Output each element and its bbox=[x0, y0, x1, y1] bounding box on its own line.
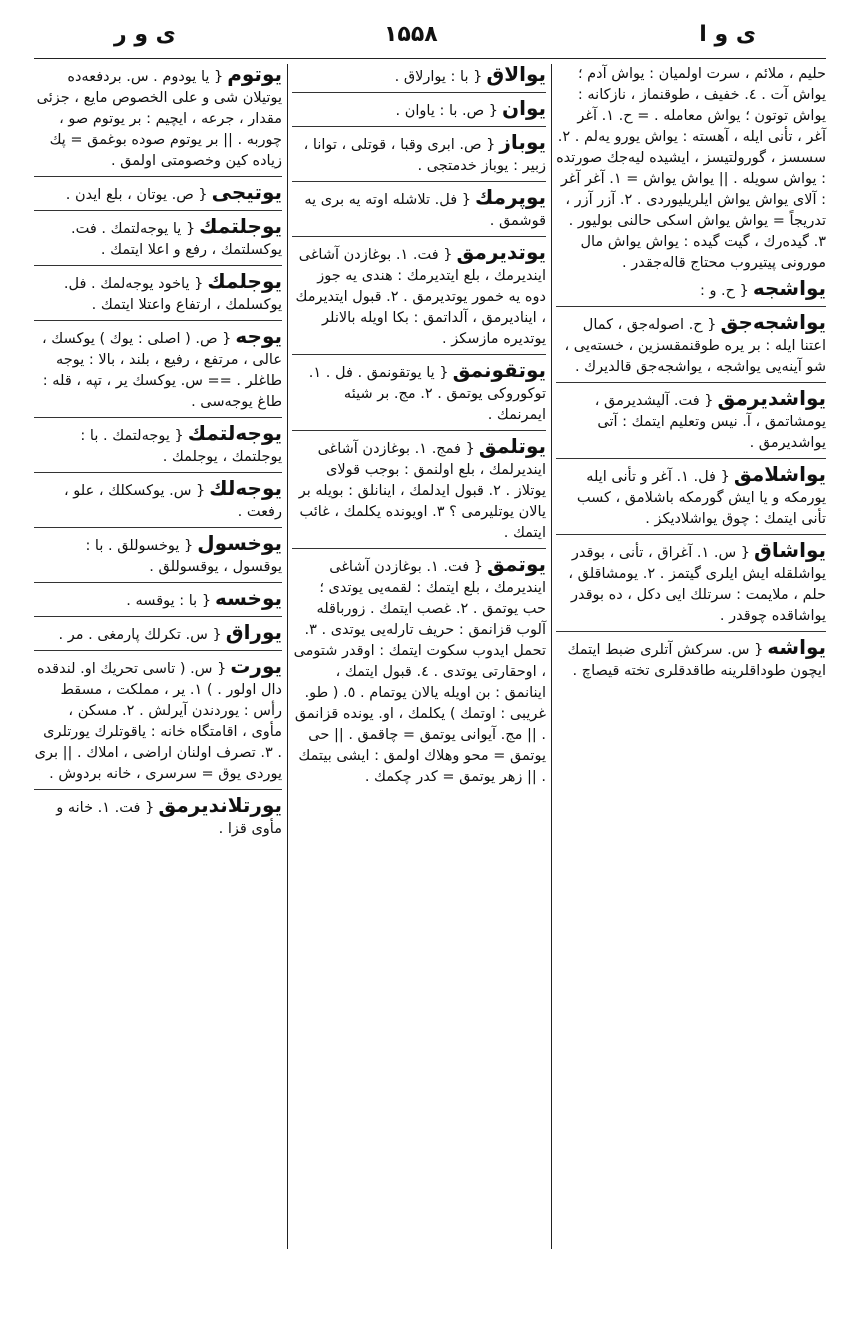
entry-definition: { فت. ۱. بوغازدن آشاغی ایندیرمك ، بلع ایتمك : لقمه‌یی یوتدی ؛ حب یوتمق . ۲. غصب ایتمك . زورباقله آلوب قزانمق : حریف تارله‌یی یوتدی . ۳. تحمل ایدوب سکوت ایتمك : اوقدر شتومی ، اوحقارتی یوتدی . ٤. قبول ایتمك ، اینانمق : بن اویله یالان یوتمام . ٥. ( طو. غریبی : اوتمك ) یکلمك ، او. یونده قزانمق . || مج. آیوانی یوتمق = چاقمق . || حی یوتمق = محو وهلاك اولمق : ایشی بیتمك . || زهر یوتمق = کدر چکمك . bbox=[293, 559, 546, 785]
column-divider bbox=[551, 64, 552, 1249]
dictionary-entry bbox=[556, 631, 826, 682]
entry-headword: یوتمق bbox=[487, 552, 546, 576]
dictionary-entry bbox=[292, 92, 546, 122]
entry-headword: یواشجه bbox=[752, 276, 826, 300]
dictionary-entry bbox=[556, 306, 826, 378]
entry-definition: { س. ( تاسی تحریك او. لندقده دال اولور . ) ۱. یر ، مملکت ، مسقط رأس : یوردندن آیرلش . ۲. مسکن ، مأوی ، اقامتگاه خانه : یاقوتلرك یورتلری . ۳. تصرف اولنان اراضی ، املاك . || بری یوردی یوق = سرسری ، خانه بردوش . bbox=[34, 661, 282, 782]
entry-definition: { فمج. ۱. بوغازدن آشاغی ایندیرلمك ، بلع اولنمق : بوجب قولای یوتلاز . ۲. قبول ایدلمك ، اینانلق : بویله بر یالان یوتلیرمی ؟ ۳. اویونده یکلمك ، غائب ایتمك . bbox=[298, 441, 546, 541]
dictionary-entry bbox=[34, 320, 282, 413]
dictionary-entry bbox=[34, 417, 282, 468]
dictionary-entry bbox=[34, 176, 282, 206]
entry-headword: یورتلاندیرمق bbox=[158, 793, 282, 817]
entry-definition: { یاخود یوجه‌لمك . فل. یوکسلمك ، ارتفاع واعتلا ایتمك . bbox=[63, 276, 282, 313]
entry-definition: { س. سرکش آتلری ضبط ایتمك ایچون طوداقلرینه طاقدقلری تخته قیصاچ . bbox=[567, 642, 826, 679]
entry-headword: یواشاق bbox=[754, 538, 826, 562]
page-number: ۱۵۵۸ bbox=[384, 22, 438, 47]
column-right bbox=[556, 64, 826, 1249]
dictionary-entry bbox=[34, 789, 282, 840]
entry-headword: یوتقونمق bbox=[452, 358, 546, 382]
entry-definition: { فت. آلیشدیرمق ، یومشاتمق ، آ. نیس وتعلیم ایتمك : آتی یواشدیرمق . bbox=[594, 393, 826, 451]
entry-headword: یوخسول bbox=[197, 531, 282, 555]
entry-headword: یوخسه bbox=[215, 586, 282, 610]
dictionary-entry bbox=[34, 616, 282, 646]
entry-headword: یواشلامق bbox=[733, 462, 826, 486]
entry-headword: یوباز bbox=[499, 130, 546, 154]
entry-headword: یواشدیرمق bbox=[717, 386, 826, 410]
entry-definition: { ص. ( اصلی : یوك ) یوکسك ، عالی ، مرتفع ، رفیع ، بلند ، بالا : یوجه طاغلر . == س. یوکسك یر ، تپه ، قله : طاغ یوجه‌سی . bbox=[42, 331, 282, 410]
entry-headword: یوراق bbox=[225, 620, 282, 644]
dictionary-entry bbox=[292, 430, 546, 544]
entry-headword: یورت bbox=[230, 654, 282, 678]
dictionary-entry bbox=[292, 181, 546, 232]
dictionary-entry bbox=[556, 382, 826, 454]
dictionary-entry bbox=[556, 534, 826, 627]
entry-headword: یوجه bbox=[235, 324, 282, 348]
header-rule bbox=[34, 58, 826, 59]
entry-definition: { یا یودوم . س. بردفعه‌ده یوتیلان شی و علی الخصوص مایع ، جزئی مقدار ، جرعه ، ایچیم : بر یوتوم صو ، چوربه . || بر یوتوم صو‌ده بوغمق = پك زیاده کین وخصومتی اولمق . bbox=[36, 69, 282, 169]
entry-definition: { س. تکرلك پارمغی . مر . bbox=[58, 627, 222, 643]
entry-definition: { با : یوقسه . bbox=[126, 593, 212, 609]
column-left bbox=[34, 64, 282, 1249]
dictionary-entry bbox=[556, 64, 826, 274]
dictionary-entry bbox=[34, 64, 282, 172]
entry-headword: یوتدیرمق bbox=[456, 240, 546, 264]
column-middle bbox=[292, 64, 546, 1249]
dictionary-entry bbox=[292, 64, 546, 88]
dictionary-entry bbox=[556, 458, 826, 530]
entry-headword: یوتلمق bbox=[478, 434, 546, 458]
entry-definition: { س. ۱. آغراق ، تأنی ، بوقدر یواشلقله ایش ایلری گیتمز . ۲. یومشاقلق ، حلم ، ملایمت : سرتلك ایی دکل ، ده بوقدر یواشاقده چوقدر . bbox=[568, 545, 826, 624]
entry-definition: { ص. با : یاوان . bbox=[395, 103, 499, 119]
entry-definition: حلیم ، ملائم ، سرت اولمیان : یواش آدم ؛ یواش آت . ٤. خفیف ، طوقنماز ، نازکانه : یواش توتون ؛ یواش معامله . = ح. ۱. آغر آغر ، تأنی ایله ، آهسته : یواش یورو یه‌لم . ۲. سسسز ، گورولتیسز ، ایشیده لیه‌جك صورتده : یواش سویله . || یواش یواش = ۱. آغر آغر : آلای یواش یواش ایلریلیوردی . ۲. آزر آزر ، تدریجاً = یواش یواش اسکی حالنی بولیور . ۳. گیده‌رك ، گیت گیده : یواش یواش مال مورونی پیتیروب محتاج قاله‌جقدر . bbox=[556, 66, 826, 271]
dictionary-entry bbox=[556, 278, 826, 302]
dictionary-entry bbox=[34, 527, 282, 578]
entry-headword: یوالاق bbox=[486, 62, 546, 86]
entry-definition: { س. یوکسکلك ، علو ، رفعت . bbox=[63, 483, 282, 520]
entry-headword: یواشه bbox=[767, 635, 826, 659]
column-divider bbox=[287, 64, 288, 1249]
entry-definition: { ح. و : bbox=[699, 283, 749, 299]
header-left-guide: ی و ر bbox=[114, 22, 176, 47]
entry-definition: { ح. اصوله‌جق ، کمال اعتنا ایله : بر یره طوقنمقسزین ، خسته‌یی ، شو آینه‌یی یواشجه ، یواشجه‌جق قالدیرك . bbox=[564, 317, 826, 375]
dictionary-entry bbox=[34, 650, 282, 785]
entry-definition: { یا یوجه‌لتمك . فت. یوکسلتمك ، رفع و اعلا ایتمك . bbox=[71, 221, 282, 258]
entry-definition: { یا یوتقونمق . فل . ۱. توکوروکی یوتمق . ۲. مج. بر شیئه ایمرنمك . bbox=[308, 365, 546, 423]
entry-headword: یوپرمك bbox=[474, 185, 546, 209]
entry-headword: یوجلمك bbox=[207, 269, 282, 293]
entry-definition: { ص. ابری وقبا ، قوتلی ، توانا ، زبیر : یوباز خدمتجی . bbox=[303, 137, 546, 174]
entry-headword: یواشجه‌جق bbox=[720, 310, 826, 334]
dictionary-entry bbox=[292, 548, 546, 788]
entry-definition: { ص. یوتان ، بلع ایدن . bbox=[65, 187, 208, 203]
entry-headword: یوجه‌لك bbox=[209, 476, 282, 500]
entry-definition: { فل. تلاشله اوته یه بری یه قوشمق . bbox=[304, 192, 546, 229]
entry-definition: { با : یوارلاق . bbox=[394, 69, 483, 85]
entry-headword: یوجلتمك bbox=[199, 214, 282, 238]
page-header bbox=[34, 22, 826, 52]
dictionary-entry bbox=[34, 265, 282, 316]
dictionary-entry bbox=[34, 210, 282, 261]
entry-headword: یوتوم bbox=[227, 62, 282, 86]
entry-definition: { یوجه‌لتمك . با : یوجلتمك ، یوجلمك . bbox=[80, 428, 282, 465]
entry-definition: { فت. ۱. خانه و مأوی قزا . bbox=[56, 800, 282, 837]
header-right-guide: ی و ا bbox=[699, 22, 756, 47]
entry-headword: یوان bbox=[502, 96, 546, 120]
dictionary-entry bbox=[292, 126, 546, 177]
entry-definition: { فت. ۱. بوغازدن آشاغی ایندیرمك ، بلع ایتدیرمك : هندی یه جوز دوه یه خمور یوتدیرمق . ۲. قبول ایتدیرمك ، اینادیرمق ، آلداتمق : بکا اویله بالانلر یوتدیره مازسکز . bbox=[295, 247, 546, 347]
entry-headword: یوتیجی bbox=[211, 180, 282, 204]
entry-definition: { یوخسوللق . با : یوقسول ، یوقسوللق . bbox=[85, 538, 282, 575]
dictionary-entry bbox=[34, 582, 282, 612]
dictionary-entry bbox=[292, 354, 546, 426]
entry-headword: یوجه‌لتمك bbox=[187, 421, 282, 445]
dictionary-entry bbox=[292, 236, 546, 350]
entry-definition: { فل. ۱. آغر و تأنی ایله یورمکه و یا ایش گورمکه باشلامق ، کسب تأنی ایتمك : چوق یواشلادیکز . bbox=[576, 469, 826, 527]
dictionary-entry bbox=[34, 472, 282, 523]
